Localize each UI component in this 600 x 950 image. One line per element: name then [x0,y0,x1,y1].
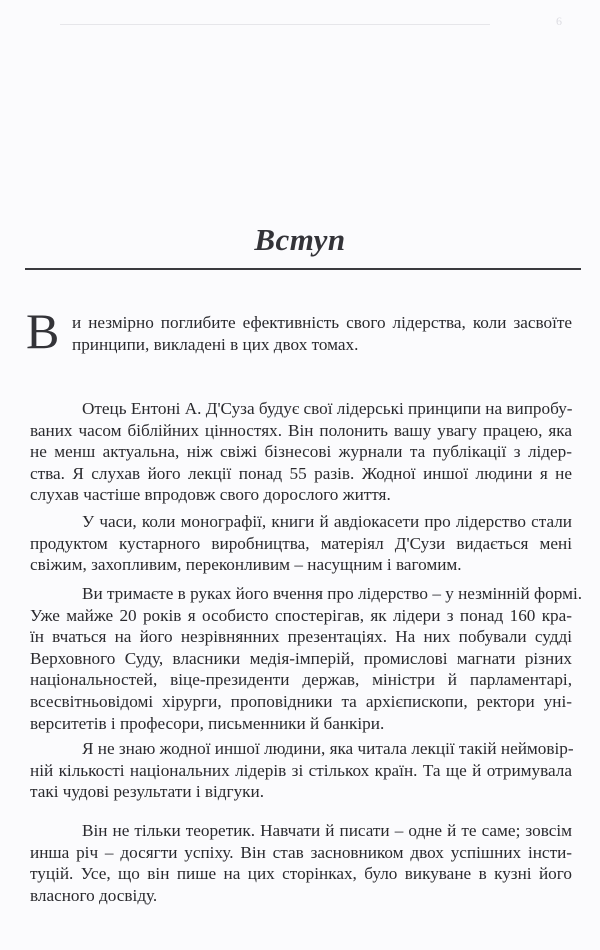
text-line: ства. Я слухав його лекції понад 55 разів. Жодної иншої людини я не [30,463,572,483]
paragraph [30,583,583,734]
text-line: У часи, коли монографії, книги й авдіокасети про лідерство стали [82,512,572,531]
text-line: власного досвіду. [30,885,158,905]
text-line: ваних часом біблійних цінностях. Він полонить вашу увагу працею, яка [30,420,572,440]
paragraph [30,511,572,576]
text-line: Я не знаю жодної иншої людини, яка читала лекції такій неймовір- [82,739,574,758]
text-line: инша річ – досягти успіху. Він став засновником двох успішних інсти- [30,842,572,862]
text-line: продуктом кустарного виробництва, матеріял Д'Сузи видається мені [30,533,572,553]
title-underline [25,268,581,270]
text-line: національностей, віце-президенти держав, міністри й парламентарі, [30,670,572,690]
chapter-title: Вступ [254,222,346,257]
paragraph [26,303,572,359]
text-line: такі чудові результати і відгуки. [30,782,265,802]
text-line: туцій. Усе, що він пише на цих сторінках, було викуване в кузні його [30,864,572,884]
text-line: не менш актуальна, ніж свіжі бізнесові журнали та публікації з лідер- [30,442,572,462]
paragraph [30,398,572,506]
page-number: 6 [556,14,562,28]
text-line: ній кількості національних лідерів зі стількох країн. Та ще й отримувала [30,760,572,780]
paragraph [30,820,572,906]
paragraph [30,738,572,803]
drop-cap: В [26,303,60,359]
text-line: слухав частіше впродовж свого дорослого життя. [30,485,391,505]
text-line: принципи, викладені в цих двох томах. [72,334,359,354]
text-line: Ви тримаєте в руках його вчення про лідерство – у незмінній формі. [82,584,583,603]
text-line: свіжим, захопливим, переконливим – насущним і вагомим. [30,555,462,575]
text-line: Він не тільки теоретик. Навчати й писати – одне й те саме; зовсім [82,821,572,840]
text-line: верситетів і професори, письменники й банкіри. [30,713,385,733]
text-line: Отець Ентоні А. Д'Суза будує свої лідерські принципи на випробу- [82,399,573,418]
running-head-rule [60,24,490,25]
text-line: їн вчаться на його незрівнянних презентаціях. На них побували судді [30,627,572,647]
text-line: Уже майже 20 років я особисто спостерігав, як лідери з понад 160 кра- [30,605,572,625]
text-line: и незмірно поглибите ефективність свого лідерства, коли засвоїте [72,313,572,332]
text-line: Верховного Суду, власники медія-імперій, промислові магнати різних [30,648,572,668]
text-line: всесвітньовідомі хірурги, проповідники та архієпископи, ректори уні- [30,691,572,711]
